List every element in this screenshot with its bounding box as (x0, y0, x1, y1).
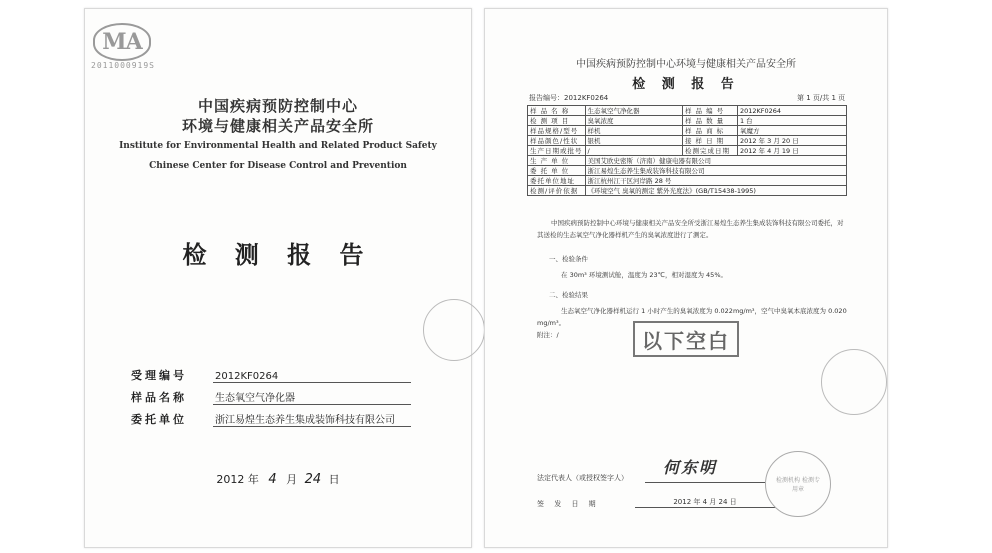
table-cell: 1 台 (737, 116, 846, 126)
org-name-cn-line2: 环境与健康相关产品安全所 (181, 117, 374, 135)
page-info: 第 1 页/共 1 页 (797, 94, 846, 102)
sign-date-label: 签 发 日 期 (537, 500, 600, 508)
sign-date: 2012 年 4 月 24 日 (635, 497, 775, 508)
sample-info-table (527, 105, 847, 196)
field-client (131, 409, 411, 427)
seal-stamp (821, 349, 887, 415)
table-cell: 浙江易煌生态养生集成装饰科技有限公司 (585, 166, 847, 176)
cma-number: 2011000919S (91, 61, 155, 70)
table-row (528, 186, 847, 196)
section1-title: 一、检验条件 (549, 255, 588, 263)
table-cell: 样 品 商 标 (682, 126, 737, 136)
section2-title: 二、检验结果 (549, 291, 588, 299)
field-sample-name (131, 387, 411, 405)
table-cell: 样 品 数 量 (682, 116, 737, 126)
table-cell: 银机 (585, 136, 682, 146)
table-cell: 接 样 日 期 (682, 136, 737, 146)
table-cell: 样品规格/型号 (528, 126, 586, 136)
table-cell: 检测/评价依据 (528, 186, 586, 196)
table-cell: 样品颜色/性状 (528, 136, 586, 146)
table-cell: 生产日期或批号 (528, 146, 586, 156)
field-value: 浙江易煌生态养生集成装饰科技有限公司 (213, 411, 411, 427)
table-cell: 《环境空气 臭氧的测定 紫外光度法》(GB/T15438-1995) (585, 186, 847, 196)
table-cell: 臭氧浓度 (585, 116, 682, 126)
report-title: 检 测 报 告 (182, 241, 374, 269)
table-cell: 生态氧空气净化器 (585, 106, 682, 116)
table-cell: / (585, 146, 682, 156)
signature-line (645, 482, 765, 483)
table-row (528, 166, 847, 176)
table-cell: 生 产 单 位 (528, 156, 586, 166)
section2-text: 生态氧空气净化器样机运行 1 小时产生的臭氧浓度为 0.022mg/m³，空气中臭氧本底浓度为 0.020 mg/m³。 (537, 307, 847, 327)
org-name-en-line1: Institute for Environmental Health and Related Product Safety (119, 141, 437, 151)
cma-logo: MA (93, 23, 151, 61)
date-month-unit: 月 (286, 473, 298, 486)
field-label: 委托单位 (131, 413, 187, 426)
report-number (529, 93, 608, 103)
seal-stamp (423, 299, 485, 361)
table-row (528, 156, 847, 166)
table-cell: 2012 年 4 月 19 日 (737, 146, 846, 156)
table-cell: 氧魔方 (737, 126, 846, 136)
report-title: 检 测 报 告 (632, 77, 740, 92)
field-value: 2012KF0264 (213, 371, 411, 383)
table-cell: 检 测 项 目 (528, 116, 586, 126)
table-cell: 浙江杭州江干区河岸路 28 号 (585, 176, 847, 186)
blank-below-stamp: 以下空白 (633, 321, 739, 357)
table-cell: 委托单位地址 (528, 176, 586, 186)
report-number-value: 2012KF0264 (564, 94, 609, 102)
report-header: 中国疾病预防控制中心环境与健康相关产品安全所 (576, 59, 796, 70)
org-name-cn-line1: 中国疾病预防控制中心 (197, 97, 358, 115)
section1-text: 在 30m³ 环境测试舱，温度为 23℃，相对湿度为 45%。 (561, 271, 727, 279)
table-cell: 2012 年 3 月 20 日 (737, 136, 846, 146)
date-year: 2012 年 (216, 473, 259, 486)
date-month: 4 (268, 472, 277, 487)
report-body-page (484, 8, 888, 548)
table-row (528, 146, 847, 156)
table-cell: 样机 (585, 126, 682, 136)
table-cell: 样 品 编 号 (682, 106, 737, 116)
handwritten-signature: 何东明 (663, 458, 718, 477)
table-row (528, 176, 847, 186)
report-number-label: 报告编号： (529, 94, 564, 102)
testing-seal: 检测机构 检测专用章 (765, 451, 831, 517)
date-day-unit: 日 (328, 473, 340, 486)
table-cell: 2012KF0264 (737, 106, 846, 116)
table-row (528, 116, 847, 126)
table-row (528, 106, 847, 116)
field-label: 样品名称 (131, 391, 187, 404)
table-cell: 检测完成日期 (682, 146, 737, 156)
table-cell: 样 品 名 称 (528, 106, 586, 116)
legal-rep-label: 法定代表人（或授权签字人） (537, 474, 628, 482)
attachment-note: 附注：/ (537, 331, 559, 339)
table-row (528, 136, 847, 146)
field-acceptance-number (131, 365, 411, 383)
field-value: 生态氧空气净化器 (213, 389, 411, 405)
intro-paragraph: 中国疾病预防控制中心环境与健康相关产品安全所受浙江易煌生态养生集成装饰科技有限公司委托，对其送检的生态氧空气净化器样机产生的臭氧浓度进行了测定。 (537, 219, 844, 239)
field-label: 受理编号 (131, 369, 187, 382)
date-day: 24 (304, 472, 322, 487)
table-row (528, 126, 847, 136)
cover-date (85, 471, 471, 487)
report-cover-page (84, 8, 472, 548)
table-cell: 委 托 单 位 (528, 166, 586, 176)
org-name-en-line2: Chinese Center for Disease Control and Prevention (149, 161, 407, 171)
table-cell: 美国艾欧史密斯（济南）健康电器有限公司 (585, 156, 847, 166)
